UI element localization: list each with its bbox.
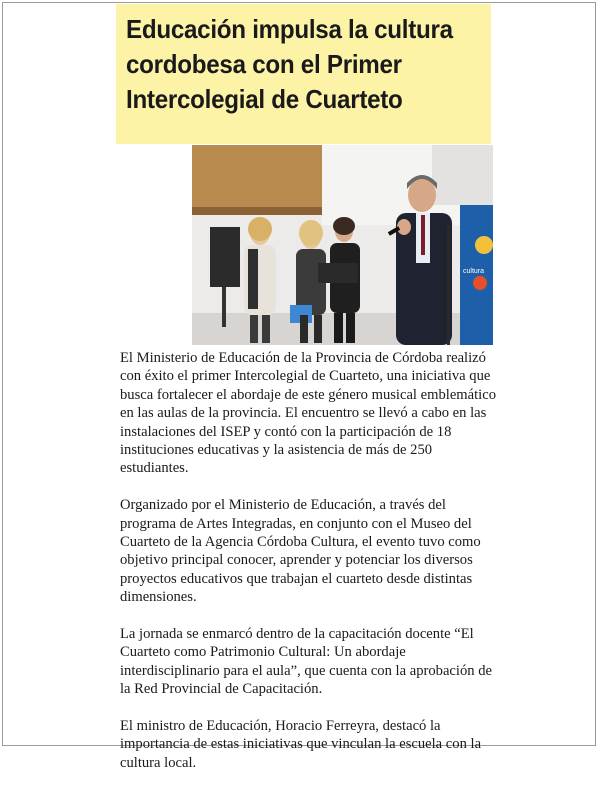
paragraph: El Ministerio de Educación de la Provincia de Córdoba realizó con éxito el primer Intercolegial de Cuarteto, una iniciativa que busca fortalecer el abordaje de este género musical emblemático en las aulas de la provincia. El encuentro se llevó a cabo en las instalaciones del ISEP y contó con la participación de 18 instituciones educativas y la asistencia de más de 250 estudiantes. (120, 350, 497, 477)
paragraph: El ministro de Educación, Horacio Ferreyra, destacó la importancia de estas iniciativas que vinculan la escuela con la cultura local. (120, 718, 482, 771)
paragraph: Organizado por el Ministerio de Educación, a través del programa de Artes Integradas, en conjunto con el Museo del Cuarteto de la Agencia Córdoba Cultura, el evento tuvo como objetivo principal conocer, aprender y potenciar los diversos proyectos educativos que trabajan el cuarteto desde distintas dimensiones. (120, 497, 481, 606)
paragraph: La jornada se enmarcó dentro de la capacitación docente “El Cuarteto como Patrimonio Cultural: Un abordaje interdisciplinario para el aula”, que cuenta con la aprobación de la Red Provincial de Capacitación. (120, 626, 492, 698)
event-photo (192, 145, 493, 345)
banner-text: cultura (463, 268, 485, 275)
headline: Educación impulsa la cultura cordobesa con el Primer Intercolegial de Cuarteto (126, 14, 453, 114)
article-body (120, 349, 500, 791)
